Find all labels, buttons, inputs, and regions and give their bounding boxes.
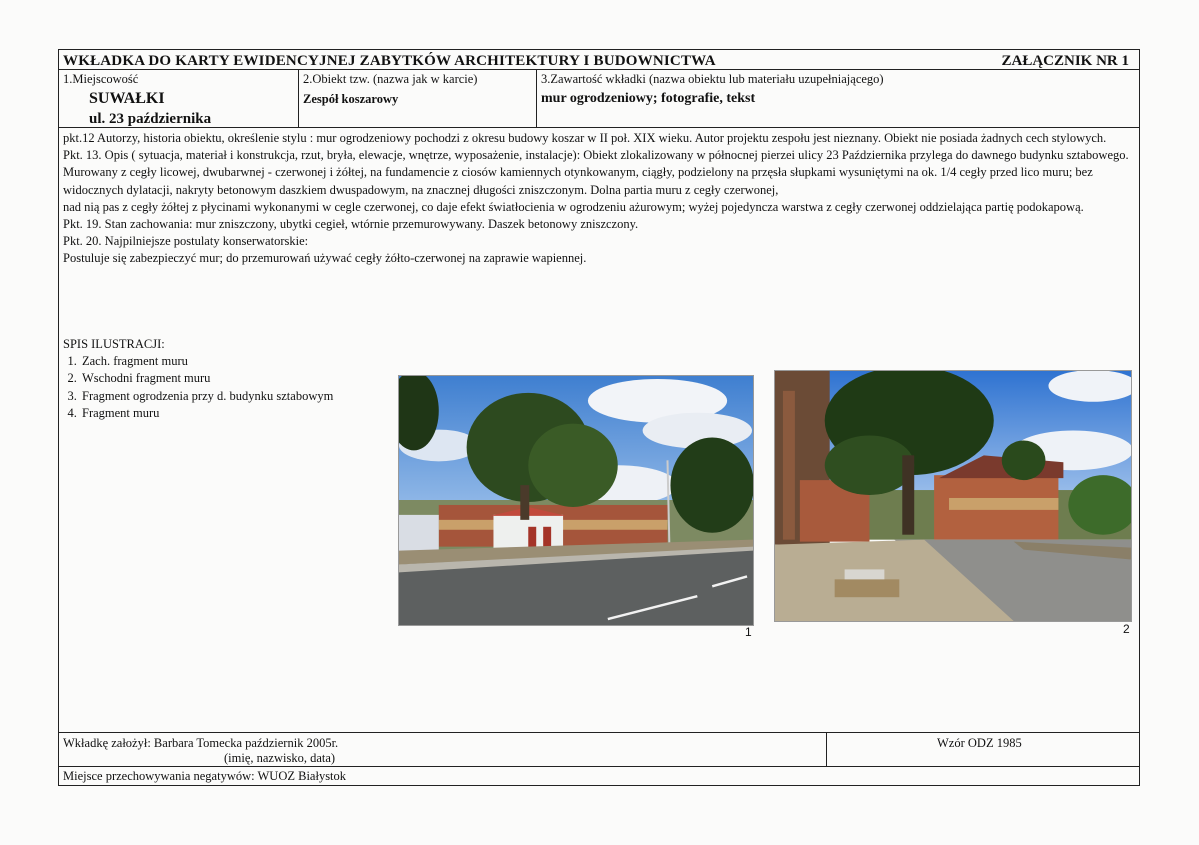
locality-label: 1.Miejscowość bbox=[63, 72, 139, 86]
contents-value: mur ogrodzeniowy; fotografie, tekst bbox=[541, 91, 756, 106]
object-cell bbox=[299, 70, 537, 127]
photo-number-1: 1 bbox=[745, 625, 752, 639]
illustration-item: 2. Wschodni fragment muru bbox=[80, 370, 333, 387]
condition-paragraph: Pkt. 19. Stan zachowania: mur zniszczony, ubytki cegieł, wtórnie przemurowywany. Daszek betonowy zniszczony. bbox=[63, 217, 639, 232]
photo-west-wall bbox=[398, 375, 754, 626]
photo-east-wall bbox=[774, 370, 1132, 622]
card-header bbox=[59, 50, 1139, 70]
history-paragraph: pkt.12 Autorzy, historia obiektu, określenie stylu : mur ogrodzeniowy pochodzi z okresu budowy koszar w II poł. XIX wieku. Autor projektu zespołu jest nieznany. Obiekt nie posiada żadnych cech stylowych. bbox=[63, 131, 1107, 145]
photo-east-wall-image bbox=[775, 371, 1131, 621]
author-row bbox=[59, 732, 1139, 767]
contents-cell bbox=[537, 70, 1141, 127]
object-value: Zespół koszarowy bbox=[303, 92, 399, 106]
description-paragraph: Pkt. 13. Opis ( sytuacja, materiał i konstrukcja, rzut, bryła, elewacje, wnętrze, wyposażenie, instalacje): Obiekt zlokalizowany w północnej pierzei ulicy 23 Października przylega do dawnego budynku sztabowego. Murowany z cegły licowej, dwubarwnej - czerwonej i żółtej, na fundamencie z ciosów kamiennych otynkowanym, ciągły, podzielony na przęsła słupkami wysuniętymi na ok. 1/4 cegły przed lico muru; bez widocznych dylatacji, nakryty betonowym daszkiem dwuspadowym, na znacznej długości zniszczonym. Dolna partia muru z cegły czerwonej, bbox=[63, 148, 1129, 197]
description-continued: nad nią pas z cegły żółtej z płycinami wykonanymi w cegle czerwonej, co daje efekt światłocienia w ogrodzeniu ażurowym; wyżej pojedyncza warstwa z cegły czerwonej oddzielająca partię podokapową. bbox=[63, 199, 1084, 214]
locality-street: ul. 23 października bbox=[89, 111, 212, 127]
object-label: 2.Obiekt tzw. (nazwa jak w karcie) bbox=[303, 72, 478, 86]
illustrations-list bbox=[63, 336, 333, 422]
illustration-item: 4. Fragment muru bbox=[80, 405, 333, 422]
negatives-location: Miejsce przechowywania negatywów: WUOZ Białystok bbox=[63, 769, 347, 783]
locality-city: SUWAŁKI bbox=[89, 90, 165, 107]
card-title: WKŁADKA DO KARTY EWIDENCYJNEJ ZABYTKÓW ARCHITEKTURY I BUDOWNICTWA bbox=[63, 53, 716, 69]
postulates-heading: Pkt. 20. Najpilniejsze postulaty konserwatorskie: bbox=[63, 234, 309, 249]
template-label: Wzór ODZ 1985 bbox=[937, 736, 1022, 750]
locality-cell bbox=[59, 70, 299, 127]
author-cell bbox=[59, 733, 827, 766]
illustration-item: 3. Fragment ogrodzenia przy d. budynku sztabowym bbox=[80, 388, 333, 405]
description-text bbox=[63, 130, 1133, 268]
author-text: Wkładkę założył: Barbara Tomecka październik 2005r. bbox=[63, 736, 339, 750]
photo-number-2: 2 bbox=[1123, 622, 1130, 636]
author-hint: (imię, nazwisko, data) bbox=[224, 751, 336, 765]
postulates-paragraph: Postuluje się zabezpieczyć mur; do przemurowań używać cegły żółto-czerwonej na zaprawie wapiennej. bbox=[63, 251, 587, 266]
contents-label: 3.Zawartość wkładki (nazwa obiektu lub materiału uzupełniającego) bbox=[541, 72, 884, 86]
identification-row bbox=[59, 70, 1139, 128]
illustrations-heading: SPIS ILUSTRACJI: bbox=[63, 337, 165, 351]
record-card-frame bbox=[58, 49, 1140, 786]
attachment-number: ZAŁĄCZNIK NR 1 bbox=[1001, 53, 1129, 69]
illustration-item: 1. Zach. fragment muru bbox=[80, 353, 333, 370]
photo-west-wall-image bbox=[399, 376, 753, 625]
